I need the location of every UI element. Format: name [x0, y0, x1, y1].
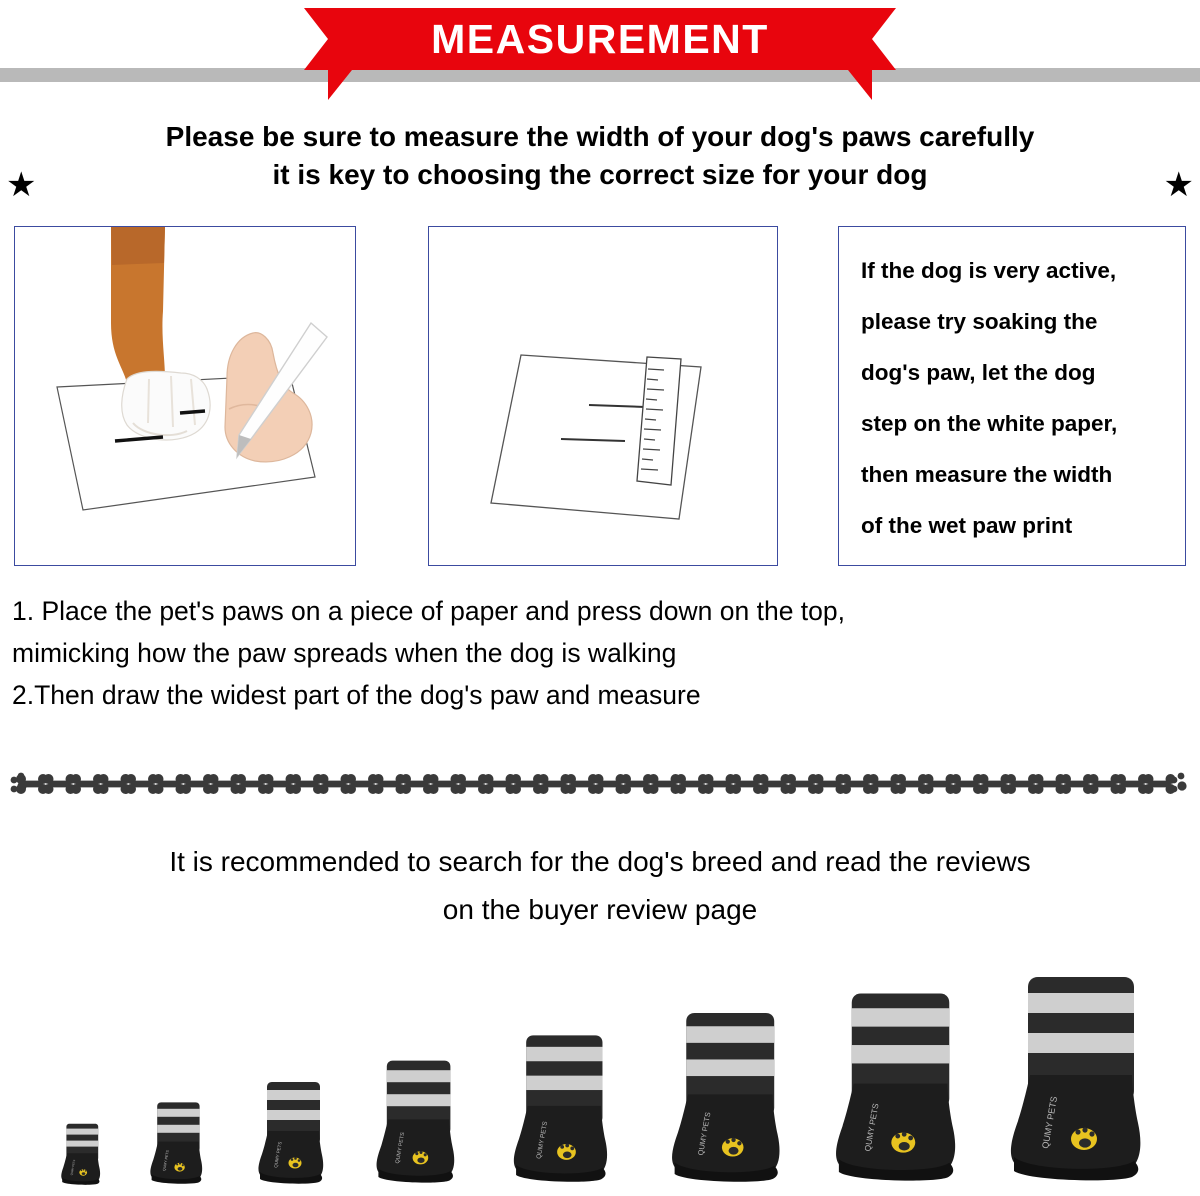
tip-line-1: If the dog is very active, — [861, 258, 1117, 283]
step-line-1: 1. Place the pet's paws on a piece of paper and press down on the top, — [12, 596, 846, 626]
measurement-banner — [0, 0, 1200, 108]
svg-text:QUMY PETS: QUMY PETS — [695, 1110, 713, 1156]
svg-text:QUMY PETS: QUMY PETS — [863, 1102, 881, 1153]
svg-text:QUMY PETS: QUMY PETS — [535, 1121, 550, 1160]
dog-boot-size-8 — [1000, 971, 1150, 1186]
bone-chain-icon — [8, 768, 1192, 802]
tip-line-6: of the wet paw print — [861, 513, 1073, 538]
boot-size-lineup — [0, 956, 1200, 1196]
tip-line-3: dog's paw, let the dog — [861, 360, 1096, 385]
dog-boot-size-7 — [826, 988, 964, 1186]
ribbon-tail-left — [328, 70, 376, 100]
headline — [0, 118, 1200, 194]
panel-tip-text — [838, 226, 1186, 566]
headline-line-2: it is key to choosing the correct size for your dog — [272, 159, 928, 190]
paw-tracing-illustration — [15, 227, 355, 565]
measurement-steps — [12, 590, 1192, 716]
tip-line-2: please try soaking the — [861, 309, 1098, 334]
dog-boot-size-4 — [370, 1057, 460, 1186]
banner-gray-bar — [0, 68, 1200, 82]
bone-divider — [8, 768, 1192, 802]
star-icon-right: ★ — [1163, 166, 1194, 204]
dog-boot-size-5 — [506, 1031, 614, 1186]
tip-line-4: step on the white paper, — [861, 411, 1118, 436]
ribbon-tail-right — [824, 70, 872, 100]
svg-text:QUMY PETS: QUMY PETS — [162, 1149, 170, 1172]
recommend-line-2: on the buyer review page — [442, 894, 758, 925]
step-line-2: mimicking how the paw spreads when the dog is walking — [12, 638, 677, 668]
dog-boot-size-2 — [146, 1100, 206, 1186]
ruler-illustration — [429, 227, 777, 565]
ribbon-notch-right — [872, 8, 896, 70]
recommendation-text — [0, 838, 1200, 934]
illustration-panels — [14, 226, 1186, 566]
tip-line-5: then measure the width — [861, 462, 1113, 487]
dog-boot-size-6 — [663, 1008, 788, 1186]
dog-boot-size-1 — [58, 1122, 103, 1187]
panel-ruler-measure — [428, 226, 778, 566]
step-line-3: 2.Then draw the widest part of the dog's paw and measure — [12, 680, 701, 710]
star-icon-left: ★ — [6, 166, 37, 204]
svg-text:QUMY PETS: QUMY PETS — [394, 1131, 407, 1165]
recommend-line-1: It is recommended to search for the dog's breed and read the reviews — [169, 846, 1031, 877]
headline-line-1: Please be sure to measure the width of your dog's paws carefully — [165, 121, 1035, 152]
banner-title: MEASUREMENT — [431, 16, 769, 62]
svg-text:QUMY PETS: QUMY PETS — [1040, 1095, 1060, 1150]
panel-paw-tracing — [14, 226, 356, 566]
ribbon-notch-left — [304, 8, 328, 70]
dog-boot-size-3 — [253, 1079, 328, 1187]
svg-text:QUMY PETS: QUMY PETS — [272, 1140, 283, 1168]
svg-text:QUMY PETS: QUMY PETS — [69, 1159, 76, 1176]
